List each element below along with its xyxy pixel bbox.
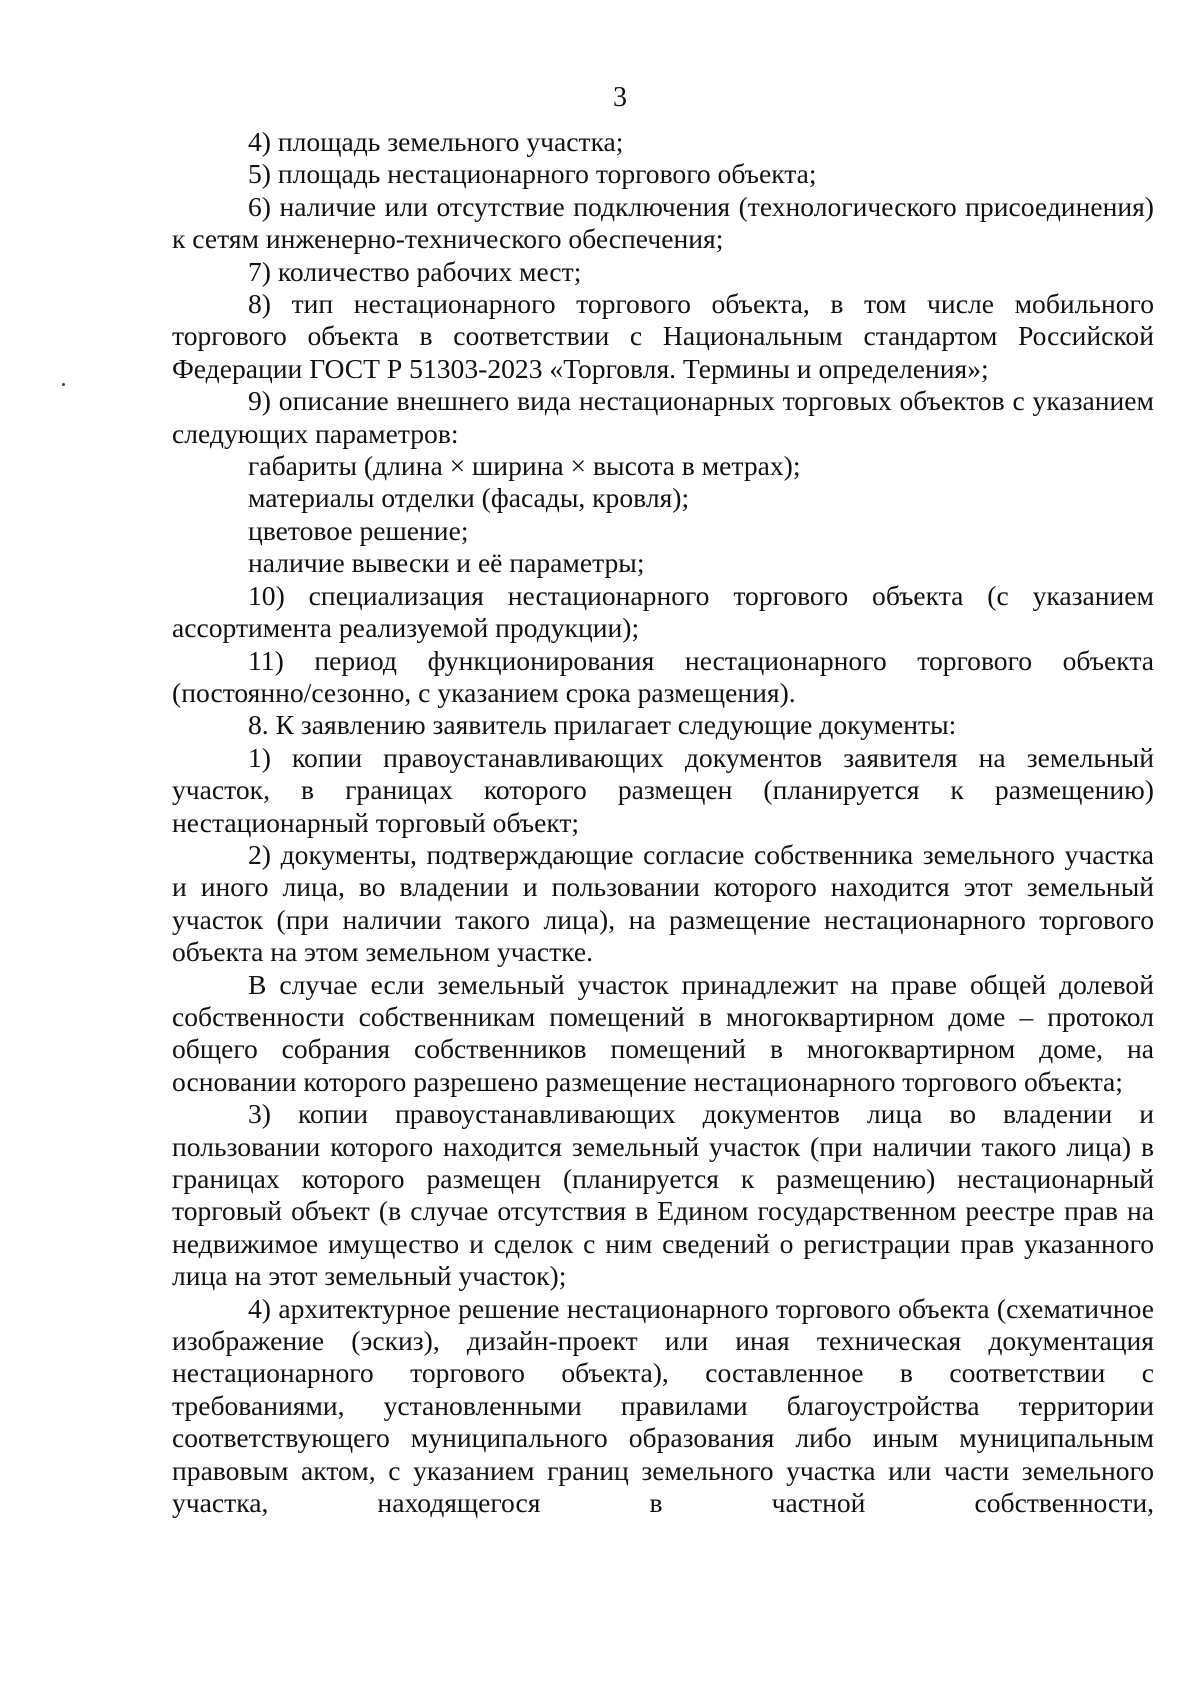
paragraph: 5) площадь нестационарного торгового объекта; (248, 158, 817, 190)
paragraph: 6) наличие или отсутствие подключения (технологического присоединения) к сетям инженерно-технического обеспечения; (172, 190, 1154, 255)
document-body (172, 126, 1154, 1519)
paragraph: 11) период функционирования нестационарного торгового объекта (постоянно/сезонно, с указанием срока размещения). (172, 644, 1154, 708)
paragraph: 8) тип нестационарного торгового объекта, в том числе мобильного торгового объекта в соответствии с Национальным стандартом Российской Федерации ГОСТ Р 51303-2023 «Торговля. Термины и определения»; (172, 288, 1154, 384)
paragraph: наличие вывески и её параметры; (248, 547, 645, 579)
paragraph: цветовое решение; (248, 514, 469, 546)
paragraph: материалы отделки (фасады, кровля); (248, 482, 690, 514)
paragraph: 10) специализация нестационарного торгового объекта (с указанием ассортимента реализуемой продукции); (172, 579, 1154, 644)
paragraph: 3) копии правоустанавливающих документов лица во владении и пользовании которого находится земельный участок (при наличии такого лица) в границах которого размещен (планируется к размещению) нестационарный торговый объект (в случае отсутствия в Едином государственном реестре прав на недвижимое имущество и сделок с ним сведений о регистрации прав указанного лица на этот земельный участок); (172, 1098, 1154, 1292)
paragraph: 4) площадь земельного участка; (248, 126, 624, 157)
paragraph: 7) количество рабочих мест; (248, 255, 582, 287)
paragraph: 1) копии правоустанавливающих документов заявителя на земельный участок, в границах которого размещен (планируется к размещению) нестационарный торговый объект; (172, 741, 1154, 838)
page-number: 3 (613, 82, 627, 113)
paragraph: габариты (длина × ширина × высота в метрах); (248, 450, 801, 482)
paragraph: 2) документы, подтверждающие согласие собственника земельного участка и иного лица, во владении и пользовании которого находится этот земельный участок (при наличии такого лица), на размещение нестационарного торгового объекта на этом земельном участке. (172, 838, 1154, 968)
paragraph: 9) описание внешнего вида нестационарных торговых объектов с указанием следующих параметров: (172, 385, 1154, 449)
paragraph: 4) архитектурное решение нестационарного торгового объекта (схематичное изображение (эскиз), дизайн-проект или иная техническая документация нестационарного торгового объекта), составленное в соответствии с требованиями, установленными правилами благоустройства территории соответствующего муниципального образования либо иным муниципальным правовым актом, с указанием границ земельного участка или части земельного участка, находящегося в частной собственности, (172, 1292, 1154, 1519)
paragraph: 8. К заявлению заявитель прилагает следующие документы: (248, 709, 957, 741)
paragraph: В случае если земельный участок принадлежит на праве общей долевой собственности собственникам помещений в многоквартирном доме – протокол общего собрания собственников помещений в многоквартирном доме, на основании которого разрешено размещение нестационарного торгового объекта; (172, 968, 1154, 1097)
scan-speck (62, 383, 65, 386)
